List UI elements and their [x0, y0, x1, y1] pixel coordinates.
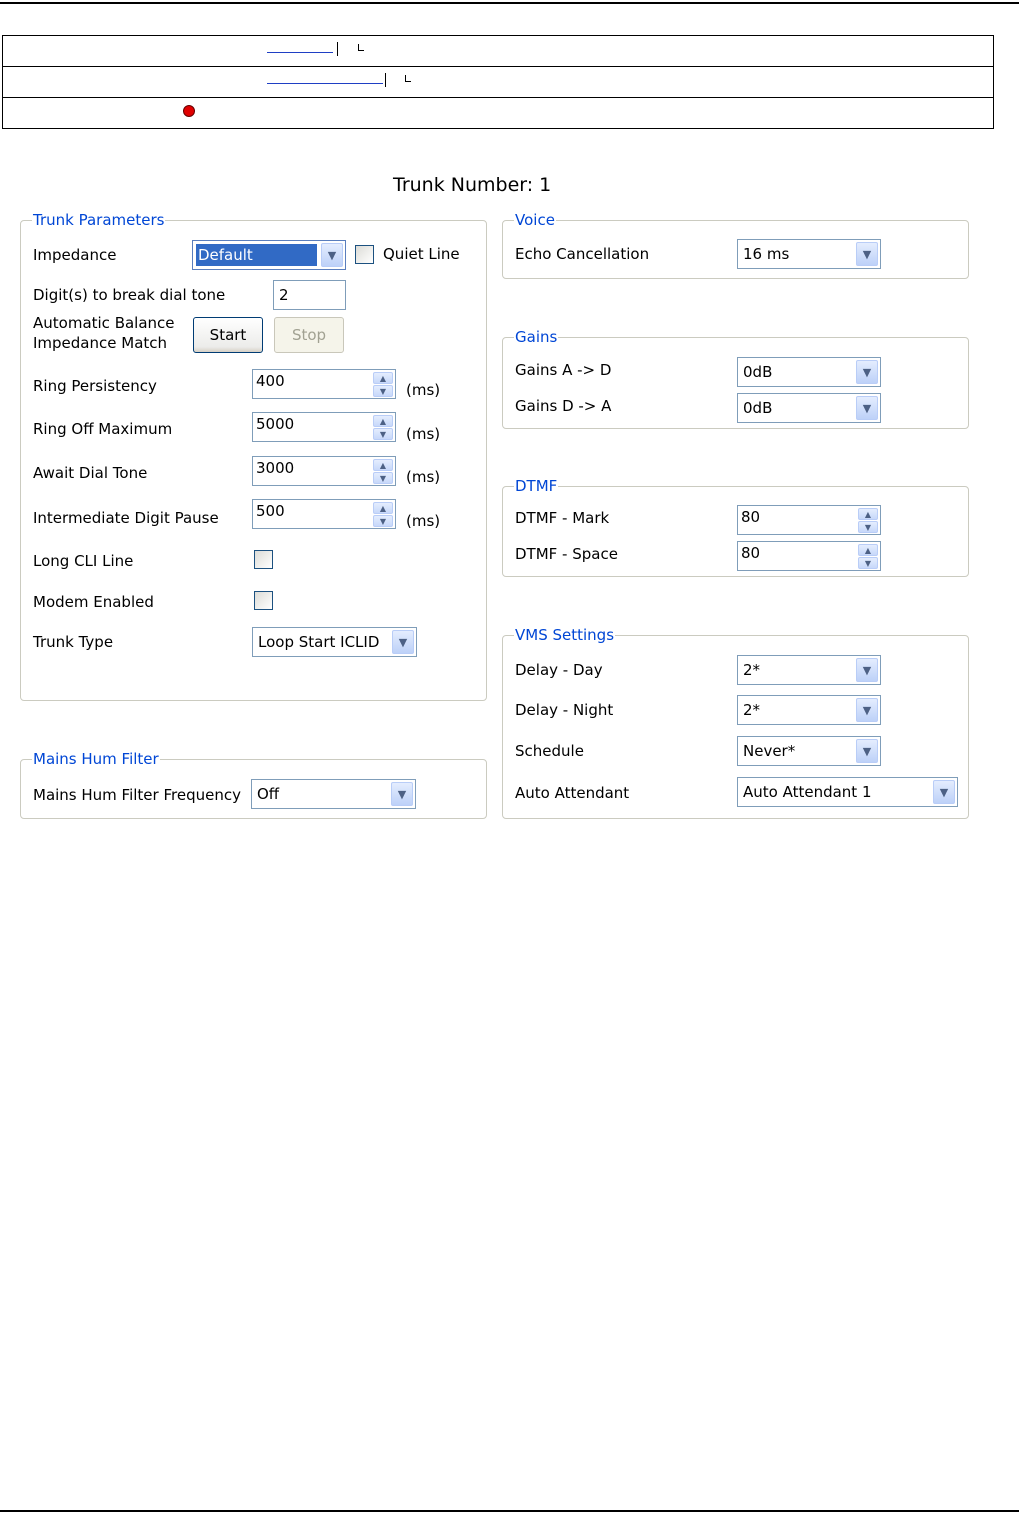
- info-marker-1: [337, 42, 338, 56]
- spin-up-icon[interactable]: ▲: [373, 372, 393, 384]
- page-title: Trunk Number: 1: [393, 174, 552, 196]
- spin-down-icon[interactable]: ▼: [373, 428, 393, 440]
- gains-d-to-a-select[interactable]: [737, 393, 881, 423]
- digits-break-value: 2: [279, 286, 289, 304]
- info-row-1: [3, 36, 993, 67]
- gains-a-to-d-label: Gains A -> D: [515, 361, 612, 379]
- mains-hum-frequency-label: Mains Hum Filter Frequency: [33, 786, 241, 804]
- gains-a-to-d-select[interactable]: [737, 357, 881, 387]
- info-corner-icon: [358, 44, 364, 51]
- await-dial-tone-unit: (ms): [406, 468, 441, 486]
- delay-night-value: 2*: [743, 701, 761, 719]
- auto-balance-label-line2: Impedance Match: [33, 334, 168, 352]
- chevron-down-icon[interactable]: ▼: [391, 782, 413, 806]
- spin-up-icon[interactable]: ▲: [373, 502, 393, 514]
- auto-attendant-value: Auto Attendant 1: [743, 783, 872, 801]
- await-dial-tone-spinner[interactable]: [252, 456, 396, 486]
- auto-attendant-select[interactable]: [737, 777, 958, 807]
- ring-off-maximum-unit: (ms): [406, 425, 441, 443]
- schedule-label: Schedule: [515, 742, 584, 760]
- await-dial-tone-label: Await Dial Tone: [33, 464, 148, 482]
- info-link-1[interactable]: [267, 52, 333, 53]
- chevron-down-icon[interactable]: ▼: [856, 242, 878, 266]
- info-row-3: [3, 98, 993, 129]
- chevron-down-icon[interactable]: ▼: [856, 360, 878, 384]
- gains-d-to-a-label: Gains D -> A: [515, 397, 612, 415]
- impedance-value: Default: [196, 244, 317, 266]
- spin-down-icon[interactable]: ▼: [373, 472, 393, 484]
- impedance-select[interactable]: [192, 240, 346, 270]
- spin-down-icon[interactable]: ▼: [858, 521, 878, 533]
- spin-down-icon[interactable]: ▼: [373, 515, 393, 527]
- mains-hum-frequency-select[interactable]: [251, 779, 416, 809]
- gains-legend: Gains: [515, 328, 558, 346]
- spin-up-icon[interactable]: ▲: [373, 415, 393, 427]
- echo-cancellation-value: 16 ms: [743, 245, 790, 263]
- long-cli-line-label: Long CLI Line: [33, 552, 134, 570]
- voice-legend: Voice: [515, 211, 555, 229]
- delay-night-select[interactable]: [737, 695, 881, 725]
- echo-cancellation-label: Echo Cancellation: [515, 245, 650, 263]
- chevron-down-icon[interactable]: ▼: [392, 630, 414, 654]
- chevron-down-icon[interactable]: ▼: [856, 739, 878, 763]
- intermediate-digit-pause-label: Intermediate Digit Pause: [33, 509, 219, 527]
- start-button[interactable]: Start: [193, 317, 263, 353]
- gains-a-to-d-value: 0dB: [743, 363, 773, 381]
- ring-persistency-unit: (ms): [406, 381, 441, 399]
- delay-day-value: 2*: [743, 661, 761, 679]
- impedance-label: Impedance: [33, 246, 117, 264]
- digits-break-input[interactable]: [273, 280, 346, 310]
- info-marker-2: [385, 73, 386, 87]
- schedule-select[interactable]: [737, 736, 881, 766]
- spin-up-icon[interactable]: ▲: [373, 459, 393, 471]
- quiet-line-checkbox[interactable]: [355, 245, 374, 264]
- red-status-dot-icon: [183, 105, 195, 117]
- ring-persistency-value: 400: [256, 372, 285, 390]
- stop-button[interactable]: Stop: [274, 317, 344, 353]
- trunk-type-label: Trunk Type: [33, 633, 114, 651]
- intermediate-digit-pause-value: 500: [256, 502, 285, 520]
- ring-off-maximum-spinner[interactable]: [252, 412, 396, 442]
- mains-hum-frequency-value: Off: [257, 785, 280, 803]
- dtmf-legend: DTMF: [515, 477, 558, 495]
- schedule-value: Never*: [743, 742, 796, 760]
- quiet-line-label: Quiet Line: [383, 245, 460, 263]
- await-dial-tone-value: 3000: [256, 459, 295, 477]
- ring-persistency-label: Ring Persistency: [33, 377, 157, 395]
- chevron-down-icon[interactable]: ▼: [856, 698, 878, 722]
- trunk-parameters-legend: Trunk Parameters: [33, 211, 165, 229]
- spin-down-icon[interactable]: ▼: [373, 385, 393, 397]
- chevron-down-icon[interactable]: ▼: [856, 658, 878, 682]
- trunk-type-select[interactable]: [252, 627, 417, 657]
- chevron-down-icon[interactable]: ▼: [856, 396, 878, 420]
- chevron-down-icon[interactable]: ▼: [321, 243, 343, 267]
- ring-off-maximum-value: 5000: [256, 415, 295, 433]
- delay-night-label: Delay - Night: [515, 701, 614, 719]
- info-table: [2, 35, 994, 129]
- spin-up-icon[interactable]: ▲: [858, 508, 878, 520]
- gains-d-to-a-value: 0dB: [743, 399, 773, 417]
- ring-off-maximum-label: Ring Off Maximum: [33, 420, 173, 438]
- delay-day-select[interactable]: [737, 655, 881, 685]
- top-rule: [0, 2, 1019, 4]
- spin-up-icon[interactable]: ▲: [858, 544, 878, 556]
- bottom-rule: [0, 1510, 1019, 1512]
- mains-hum-filter-legend: Mains Hum Filter: [33, 750, 159, 768]
- auto-balance-label-line1: Automatic Balance: [33, 314, 175, 332]
- vms-settings-legend: VMS Settings: [515, 626, 615, 644]
- dtmf-space-value: 80: [741, 544, 761, 562]
- ring-persistency-spinner[interactable]: [252, 369, 396, 399]
- auto-attendant-label: Auto Attendant: [515, 784, 630, 802]
- dtmf-space-spinner[interactable]: [737, 541, 881, 571]
- delay-day-label: Delay - Day: [515, 661, 603, 679]
- spin-down-icon[interactable]: ▼: [858, 557, 878, 569]
- intermediate-digit-pause-unit: (ms): [406, 512, 441, 530]
- dtmf-mark-spinner[interactable]: [737, 505, 881, 535]
- info-corner-icon: [405, 75, 411, 82]
- intermediate-digit-pause-spinner[interactable]: [252, 499, 396, 529]
- dtmf-space-label: DTMF - Space: [515, 545, 618, 563]
- trunk-type-value: Loop Start ICLID: [258, 633, 380, 651]
- modem-enabled-label: Modem Enabled: [33, 593, 154, 611]
- long-cli-line-checkbox[interactable]: [254, 550, 273, 569]
- modem-enabled-checkbox[interactable]: [254, 591, 273, 610]
- echo-cancellation-select[interactable]: [737, 239, 881, 269]
- chevron-down-icon[interactable]: ▼: [933, 780, 955, 804]
- dtmf-mark-value: 80: [741, 508, 761, 526]
- digits-break-label: Digit(s) to break dial tone: [33, 286, 226, 304]
- info-link-2[interactable]: [267, 83, 383, 84]
- info-row-2: [3, 67, 993, 98]
- dtmf-mark-label: DTMF - Mark: [515, 509, 610, 527]
